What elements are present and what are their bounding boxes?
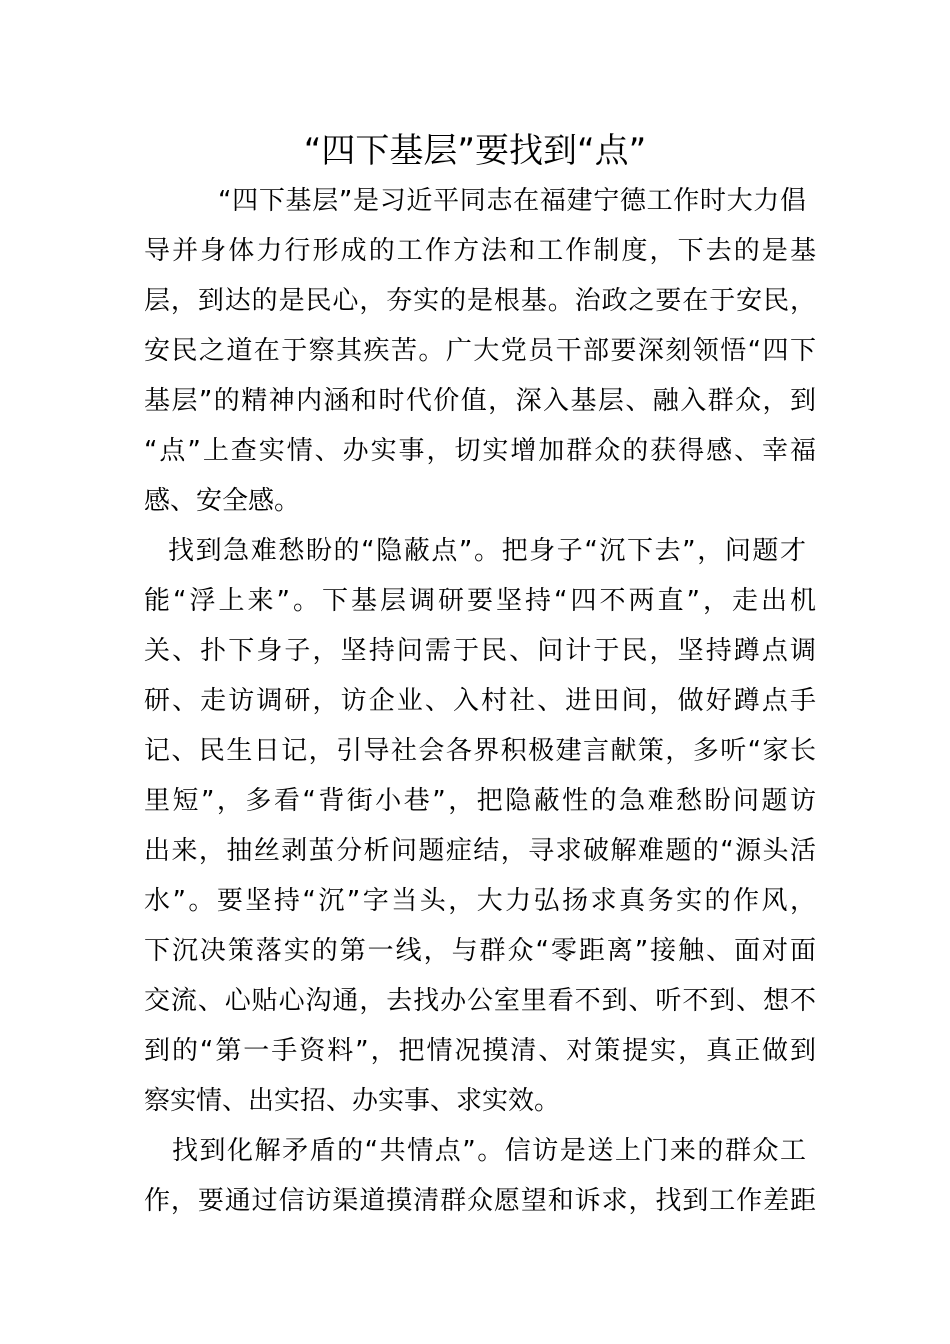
- paragraph-line: 察实情、出实招、办实事、求实效。: [144, 1086, 561, 1116]
- paragraph-line: 水”。要坚持“沉”字当头，大力弘扬求真务实的作风，: [144, 886, 816, 916]
- paragraph-line: 记、民生日记，引导社会各界积极建言献策，多听“家长: [144, 736, 816, 766]
- document-title: “四下基层”要找到“点”: [303, 131, 647, 171]
- paragraph-line: 层，到达的是民心，夯实的是根基。治政之要在于安民，: [144, 286, 816, 316]
- paragraph-line: 研、走访调研，访企业、入村社、进田间，做好蹲点手: [144, 686, 816, 716]
- paragraph-line: 基层”的精神内涵和时代价值，深入基层、融入群众，到: [144, 386, 816, 416]
- paragraph-line: 感、安全感。: [144, 486, 301, 516]
- paragraph-line: 安民之道在于察其疾苦。广大党员干部要深刻领悟“四下: [144, 336, 816, 366]
- paragraph-line: 找到急难愁盼的“隐蔽点”。把身子“沉下去”，问题才: [168, 536, 806, 566]
- paragraph-line: 能“浮上来”。下基层调研要坚持“四不两直”，走出机: [144, 586, 816, 616]
- paragraph-line: “四下基层”是习近平同志在福建宁德工作时大力倡: [218, 186, 806, 216]
- paragraph-line: 里短”，多看“背街小巷”，把隐蔽性的急难愁盼问题访: [144, 786, 816, 816]
- paragraph-line: 到的“第一手资料”，把情况摸清、对策提实，真正做到: [144, 1036, 816, 1066]
- paragraph-line: 下沉决策落实的第一线，与群众“零距离”接触、面对面: [144, 936, 816, 966]
- paragraph-line: 作，要通过信访渠道摸清群众愿望和诉求，找到工作差距: [144, 1186, 816, 1216]
- paragraph-line: “点”上查实情、办实事，切实增加群众的获得感、幸福: [144, 436, 816, 466]
- paragraph-line: 导并身体力行形成的工作方法和工作制度，下去的是基: [144, 236, 816, 266]
- paragraph-line: 交流、心贴心沟通，去找办公室里看不到、听不到、想不: [144, 986, 816, 1016]
- paragraph-line: 出来，抽丝剥茧分析问题症结，寻求破解难题的“源头活: [144, 836, 816, 866]
- paragraph-line: 找到化解矛盾的“共情点”。信访是送上门来的群众工: [172, 1136, 806, 1166]
- paragraph-line: 关、扑下身子，坚持问需于民、问计于民，坚持蹲点调: [144, 636, 816, 666]
